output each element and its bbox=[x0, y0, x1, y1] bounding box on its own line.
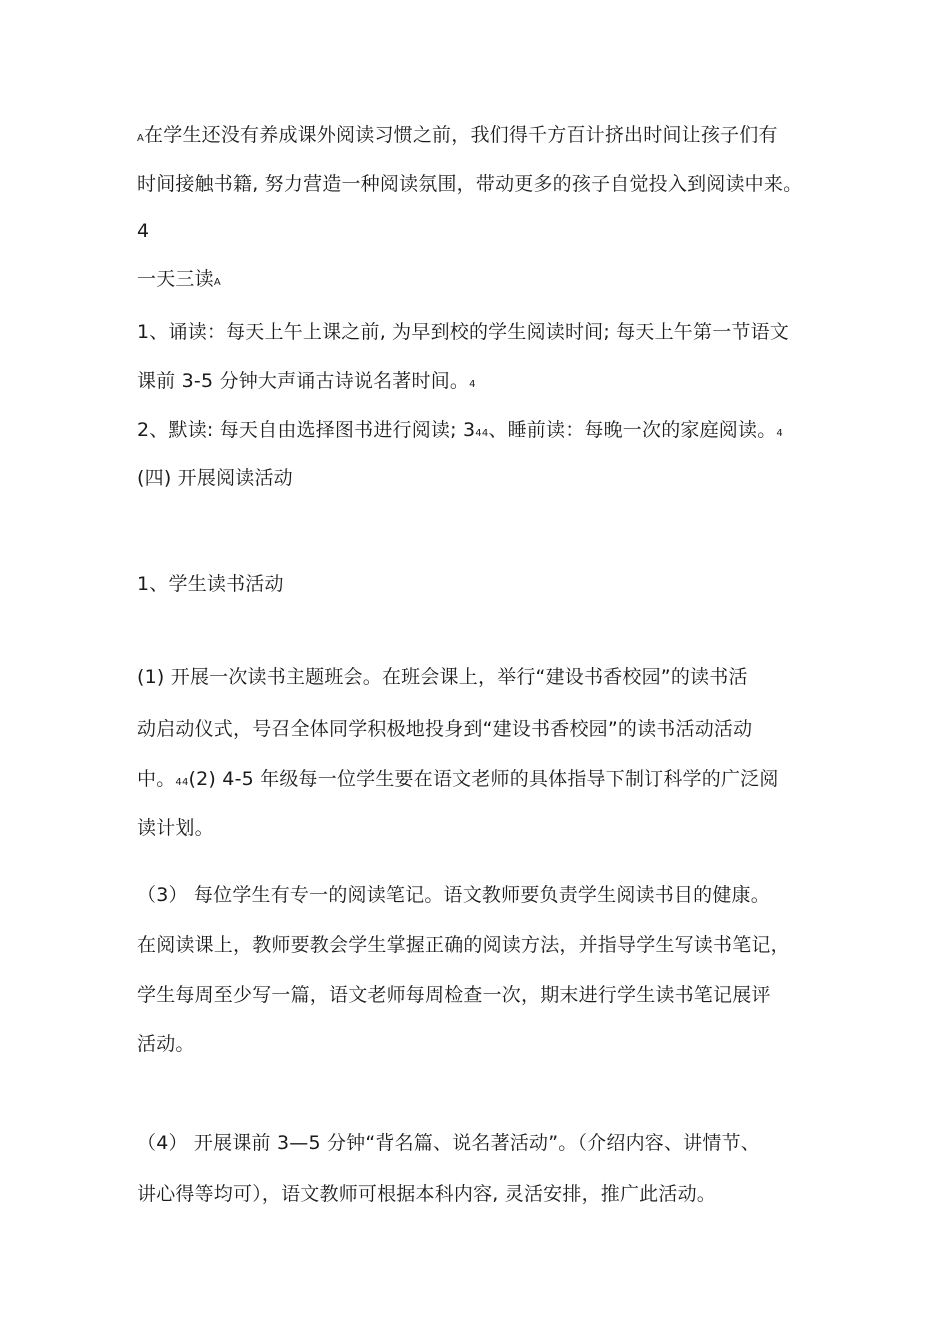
text-line bbox=[137, 320, 789, 344]
section-heading bbox=[137, 466, 293, 490]
text-line bbox=[137, 369, 476, 397]
text-line bbox=[137, 1131, 760, 1155]
line-text: 、睡前读：每晚一次的家庭阅读。 bbox=[488, 419, 777, 441]
marker-small: 44 bbox=[475, 428, 489, 439]
line-text: 学生每周至少写一篇，语文老师每周检查一次，期末进行学生读书笔记展评 bbox=[137, 984, 771, 1006]
line-text: 1、诵读：每天上午上课之前, 为早到校的学生阅读时间; 每天上午第一节语文 bbox=[137, 321, 790, 343]
line-text: (四) 开展阅读活动 bbox=[137, 467, 293, 489]
marker-small: A bbox=[213, 277, 221, 288]
line-text: 中。 bbox=[137, 768, 176, 790]
text-line bbox=[137, 767, 779, 795]
text-line bbox=[137, 816, 214, 840]
line-text: (2) 4-5 年级每一位学生要在语文老师的具体指导下制订科学的广泛阅 bbox=[188, 768, 779, 790]
line-text: 在阅读课上，教师要教会学生掌握正确的阅读方法，并指导学生写读书笔记， bbox=[137, 934, 790, 956]
marker-small: 4 bbox=[469, 379, 476, 390]
line-text: 课前 3-5 分钟大声诵古诗说名著时间。 bbox=[137, 370, 470, 392]
line-text: 讲心得等均可），语文教师可根据本科内容, 灵活安排，推广此活动。 bbox=[137, 1183, 716, 1205]
text-line bbox=[137, 418, 783, 446]
marker-small: 4 bbox=[776, 428, 783, 439]
line-text: （3） 每位学生有专一的阅读笔记。语文教师要负责学生阅读书目的健康。 bbox=[137, 884, 770, 906]
section-heading bbox=[137, 572, 284, 596]
line-text: 活动。 bbox=[137, 1033, 195, 1055]
line-text: 读计划。 bbox=[137, 817, 214, 839]
text-line bbox=[137, 1182, 716, 1206]
text-line bbox=[137, 983, 771, 1007]
line-text: 一天三读 bbox=[137, 268, 214, 290]
text-line bbox=[137, 123, 778, 151]
text-line bbox=[137, 933, 790, 957]
line-text: 在学生还没有养成课外阅读习惯之前，我们得千方百计挤出时间让孩子们有 bbox=[144, 124, 778, 146]
line-text: 2、默读: 每天自由选择图书进行阅读; 3 bbox=[137, 419, 476, 441]
line-text: （4） 开展课前 3—5 分钟“背名篇、说名著活动”。（介绍内容、讲情节、 bbox=[137, 1132, 760, 1154]
text-line bbox=[137, 883, 770, 907]
text-line bbox=[137, 717, 752, 741]
text-line bbox=[137, 665, 748, 689]
marker-small: A bbox=[137, 133, 145, 144]
line-text: 时间接触书籍, 努力营造一种阅读氛围，带动更多的孩子自觉投入到阅读中来。 bbox=[137, 173, 803, 195]
section-heading bbox=[137, 267, 221, 295]
line-text: 4 bbox=[137, 220, 150, 242]
line-text: 动启动仪式，号召全体同学积极地投身到“建设书香校园”的读书活动活动 bbox=[137, 718, 753, 740]
text-line bbox=[137, 172, 802, 196]
marker-small: 44 bbox=[175, 777, 189, 788]
line-text: 1、学生读书活动 bbox=[137, 573, 284, 595]
text-line bbox=[137, 1032, 195, 1056]
text-line bbox=[137, 219, 149, 243]
line-text: (1) 开展一次读书主题班会。在班会课上，举行“建设书香校园”的读书活 bbox=[137, 666, 748, 688]
